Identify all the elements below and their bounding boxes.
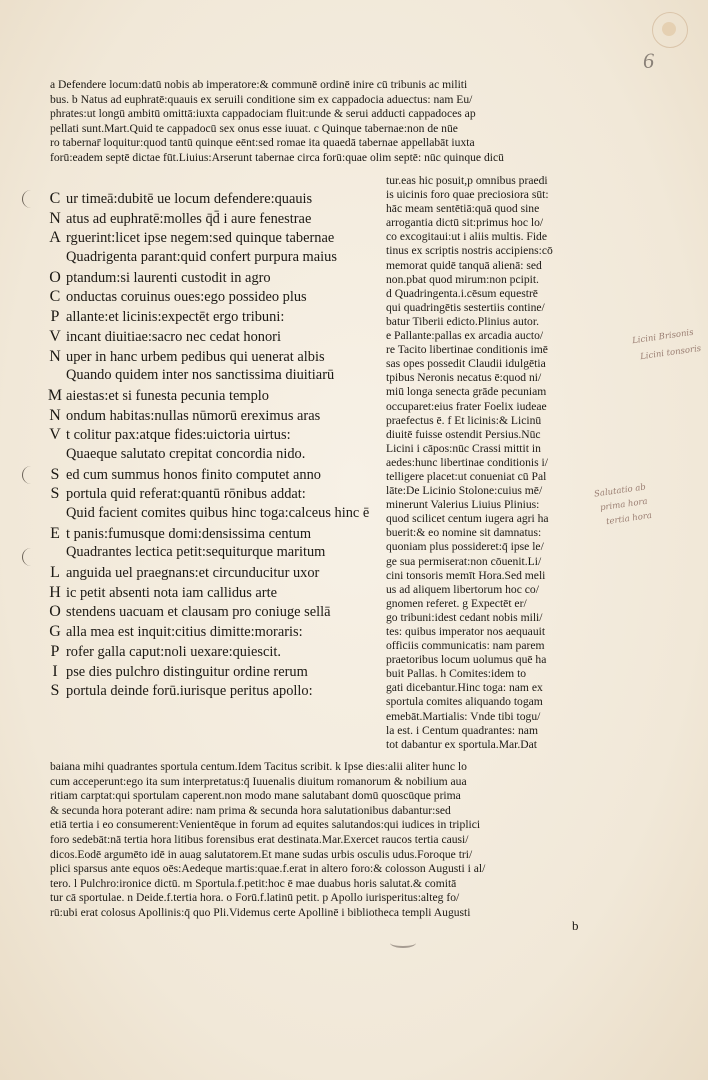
verse-initial: V bbox=[49, 327, 61, 345]
commentary-line: tot dabantur ex sportula.Mar.Dat bbox=[386, 737, 538, 751]
commentary-line: plici sparsus ante equos oēs:Aedeque martis:quae.f.erat in altero foro:& colosson Augusti i al/ bbox=[50, 862, 486, 876]
verse-line bbox=[44, 623, 390, 643]
verse-line bbox=[44, 485, 390, 505]
verse-line bbox=[44, 603, 390, 623]
verse-initial: N bbox=[49, 406, 61, 424]
verse-initial: M bbox=[47, 386, 63, 404]
verse-line bbox=[44, 505, 390, 525]
verse-line bbox=[44, 525, 390, 545]
verse-initial: O bbox=[49, 268, 61, 286]
verse-initial: I bbox=[52, 662, 58, 680]
verse-initial: H bbox=[49, 583, 61, 601]
margin-bracket bbox=[22, 548, 41, 566]
verse-initial: N bbox=[49, 209, 61, 227]
verse-initial: G bbox=[49, 623, 61, 641]
verse-body: ur timeā:dubitē ue locum defendere:quauis bbox=[66, 191, 313, 207]
handwritten-note: tertia hora bbox=[605, 510, 653, 528]
verse-line bbox=[44, 190, 390, 210]
verse-initial: S bbox=[50, 682, 60, 700]
commentary-line: us ad aliquem libertorum hoc co/ bbox=[386, 582, 539, 596]
verse-body: anguida uel praegnans:et circunducitur uxor bbox=[66, 565, 320, 582]
verse-body: pse dies pulchro distinguitur ordine rerum bbox=[66, 663, 308, 680]
commentary-line: pellati sunt.Mart.Quid te cappadocū sex onus esse iuuat. c Quinque tabernae:non de nūe bbox=[50, 121, 458, 135]
folio-number: 6 bbox=[643, 48, 654, 73]
commentary-line: diuitē fuisse ostendit Persius.Nūc bbox=[386, 427, 541, 441]
commentary-line: a Defendere locum:datū nobis ab imperatore:& communē ordinē inire cū tribunis ac militi bbox=[50, 78, 468, 91]
margin-bracket bbox=[22, 466, 41, 484]
commentary-line: ge sua permiserat:non cōuenit.Li/ bbox=[386, 554, 542, 568]
commentary-line: quoniam plus possideret:q̄ ipse le/ bbox=[386, 540, 544, 554]
verse-initial: S bbox=[50, 485, 60, 503]
commentary-line: re Tacito libertinae conditionis imē bbox=[386, 343, 548, 357]
verse-line bbox=[44, 663, 390, 683]
bottom-commentary bbox=[50, 760, 596, 921]
commentary-line: ritiam carptat:qui sportulam caperent.non modo mane salutabant domū quoscūque prima bbox=[50, 789, 461, 803]
verse-line bbox=[44, 426, 390, 446]
verse-body: allante:et licinis:expectēt ergo tribuni: bbox=[66, 309, 285, 326]
commentary-line: etiā tertia i eo consumerent:Venientēque in forum ad equites salutandos:qui iudices in triplici bbox=[50, 818, 481, 832]
verse-initial: S bbox=[50, 465, 60, 483]
verse-body: aiestas:et si funesta pecunia templo bbox=[66, 387, 270, 404]
commentary-line: baiana mihi quadrantes sportula centum.Idem Tacitus scribit. k Ipse dies:alii aliter hunc lo bbox=[50, 760, 467, 773]
verse-body: stendens uacuam et clausam pro coniuge sellā bbox=[66, 604, 331, 621]
commentary-line: tes: quibus imperator nos aequauit bbox=[386, 625, 546, 638]
commentary-line: officiis communicatis: nam parem bbox=[386, 639, 545, 653]
commentary-line: lāte:De Licinio Stolone:cuius mē/ bbox=[386, 484, 543, 498]
commentary-line: forū:eadem septē dictae fūt.Liuius:Arserunt tabernae circa forū:quae olim septē: nūc quinque dicū bbox=[50, 150, 504, 164]
commentary-line: & secunda hora poterant adire: nam prima & secunda hora salutationibus dabantur:sed bbox=[50, 803, 451, 817]
commentary-line: buit Pallas. h Comites:idem to bbox=[386, 667, 527, 681]
commentary-line: cum acceperunt:ego ita sum interpretatus:q̄ Iuuenalis diuitum romanorum & nobilium aua bbox=[50, 774, 467, 788]
verse-body: ondum habitas:nullas nūmorū ereximus aras bbox=[66, 407, 321, 424]
verse-line bbox=[44, 229, 390, 249]
verse-initial: O bbox=[49, 603, 61, 621]
verse-initial: E bbox=[50, 524, 60, 542]
commentary-line: arrogantia dictū sit:primus hoc lo/ bbox=[386, 216, 544, 230]
verse-body: atus ad euphratē:molles q̄d̄ i aure fenestrae bbox=[66, 210, 312, 227]
verse-body: rofer galla caput:noli uexare:quiescit. bbox=[66, 643, 281, 660]
commentary-line: praefectus ē. f Et licinis:& Licinū bbox=[386, 413, 542, 427]
handwritten-note: Salutatio ab bbox=[593, 482, 647, 500]
signature-mark: b bbox=[572, 918, 579, 933]
verse-line bbox=[44, 584, 390, 604]
commentary-line: hāc meam sentētiā:quā quod sine bbox=[386, 202, 540, 216]
verse-body: Quadrigenta parant:quid confert purpura maius bbox=[66, 249, 337, 266]
verse-initial: P bbox=[50, 642, 60, 660]
verse-body: Quaeque salutato crepitat concordia nido. bbox=[66, 445, 306, 462]
verse-line bbox=[44, 288, 390, 308]
verse-body: onductas coruinus oues:ego possideo plus bbox=[66, 289, 307, 306]
verse-body: portula quid referat:quantū rōnibus addat: bbox=[66, 486, 306, 503]
commentary-line: cini tonsoris memīt Hora.Sed meli bbox=[386, 568, 546, 582]
commentary-line: qui quadringētis sestertiis contine/ bbox=[386, 300, 545, 314]
commentary-line: Licini i cāpos:nūc Crassi mittit in bbox=[386, 441, 541, 455]
verse-body: Quando quidem inter nos sanctissima diuitiarū bbox=[66, 367, 335, 384]
commentary-line: co excogitaui:ut i aliis multis. Fide bbox=[386, 230, 548, 244]
verse-line bbox=[44, 682, 390, 702]
verse-body: uper in hanc urbem pedibus qui uenerat albis bbox=[66, 348, 325, 365]
verse-line bbox=[44, 446, 390, 466]
verse-body: t colitur pax:atque fides:uictoria uirtus: bbox=[66, 427, 291, 444]
commentary-line: bus. b Natus ad euphratē:quauis ex seruili conditione sim ex cappadocia aduectus: nam Eu/ bbox=[50, 92, 473, 106]
verse-body: portula deinde forū.iurisque peritus apollo: bbox=[66, 683, 313, 700]
commentary-line: miū longa senecta grāde pecuniam bbox=[386, 385, 547, 399]
commentary-line: la est. i Centum quadrantes: nam bbox=[386, 723, 538, 737]
verse-line bbox=[44, 466, 390, 486]
verse-line bbox=[44, 308, 390, 328]
verse-line bbox=[44, 328, 390, 348]
commentary-line: sas opes possedit Claudii idulgētia bbox=[386, 357, 546, 371]
verse-body: ic petit absenti nota iam callidus arte bbox=[66, 584, 277, 601]
top-commentary bbox=[50, 78, 596, 166]
commentary-line: tpibus Neronis necatus ē:quod ni/ bbox=[386, 371, 542, 385]
side-commentary bbox=[386, 174, 596, 752]
verse-body: alla mea est inquit:citius dimitte:moraris: bbox=[66, 624, 303, 641]
margin-bracket bbox=[22, 190, 41, 208]
verse-body: ed cum summus honos finito computet anno bbox=[66, 466, 322, 483]
commentary-line: d Quadringenta.i.cēsum equestrē bbox=[386, 286, 538, 300]
commentary-line: buerit:& eo nomine sit damnatus: bbox=[386, 526, 542, 540]
commentary-line: e Pallante:pallas ex arcadia aucto/ bbox=[386, 329, 544, 343]
commentary-line: foro sedebāt:nā tertia hora litibus forensibus erat destinata.Mar.Exercet raucos tertia causi/ bbox=[50, 832, 469, 846]
commentary-line: minerunt Valerius Liuius Plinius: bbox=[386, 498, 540, 512]
commentary-line: go tribuni:idest cedant nobis mili/ bbox=[386, 610, 543, 624]
handwritten-note: Licini Brisonis bbox=[631, 327, 695, 347]
verse-line bbox=[44, 269, 390, 289]
verse-initial: P bbox=[50, 308, 60, 326]
commentary-line: batur Tiberii edicto.Plinius autor. bbox=[386, 314, 539, 328]
verse-body: incant diuitiae:sacro nec cedat honori bbox=[66, 328, 281, 345]
verse-body: Quid facient comites quibus hinc toga:calceus hinc ē bbox=[66, 505, 370, 521]
commentary-line: gati dicebantur.Hinc toga: nam ex bbox=[386, 681, 543, 695]
commentary-line: ro tabernar̄ loquitur:quod tantū quinque eēnt:sed romae ita quaedā tabernae appellabāt iuxta bbox=[50, 136, 475, 150]
verse-initial: L bbox=[50, 564, 60, 582]
commentary-line: praetoribus locum uolumus quē ha bbox=[386, 653, 547, 667]
verse-line bbox=[44, 407, 390, 427]
verse-body: Quadrantes lectica petit:sequiturque maritum bbox=[66, 544, 326, 561]
commentary-line: tur cā sportulae. n Deide.f.tertia hora. o Forū.f.latinū petit. p Apollo iurisperitus:alteg fo/ bbox=[50, 891, 460, 905]
commentary-line: is uicinis foro quae preciosiora sūt: bbox=[386, 188, 549, 202]
verse-line bbox=[44, 210, 390, 230]
verse-initial: V bbox=[49, 426, 61, 444]
commentary-line: emebāt.Martialis: Vnde tibi togu/ bbox=[386, 709, 541, 723]
commentary-line: quod scilicet centum iugera agri ha bbox=[386, 512, 549, 526]
handwritten-note: Licini tonsoris bbox=[639, 343, 702, 363]
verse-line bbox=[44, 387, 390, 407]
verse-line bbox=[44, 249, 390, 269]
verse-text bbox=[44, 190, 390, 702]
verse-line bbox=[44, 643, 390, 663]
verse-line bbox=[44, 367, 390, 387]
verse-initial: C bbox=[49, 288, 61, 306]
verse-initial: N bbox=[49, 347, 61, 365]
commentary-line: rū:ubi erat colosus Apollinis:q̄ quo Pli.Videmus certe Apollinē i bibliotheca templi Augusti bbox=[50, 905, 471, 919]
library-stamp bbox=[652, 12, 688, 48]
verse-line bbox=[44, 544, 390, 564]
verse-initial: A bbox=[49, 229, 61, 247]
verse-initial: C bbox=[49, 190, 61, 207]
commentary-line: sportula comites aliquando togam bbox=[386, 695, 543, 709]
commentary-line: tur.eas hic posuit,p omnibus praedi bbox=[386, 174, 548, 187]
verse-body: rguerint:licet ipse negem:sed quinque tabernae bbox=[66, 230, 335, 247]
verse-line bbox=[44, 564, 390, 584]
commentary-line: dicos.Eodē argumēto idē in auag salutatorem.Et mane sudas urbis osculis udus.Foroque tri/ bbox=[50, 847, 473, 861]
commentary-line: memorat quidē tanquā alienā: sed bbox=[386, 258, 542, 272]
verse-body: t panis:fumusque domi:densissima centum bbox=[66, 525, 312, 542]
commentary-line: gnomen referet. g Expectēt er/ bbox=[386, 596, 527, 610]
verse-line bbox=[44, 348, 390, 368]
commentary-line: occuparet:eius frater Foelix iudeae bbox=[386, 399, 547, 413]
commentary-line: phrates:ut longū ambitū omittā:iuxta cappadociam fluit:unde & serui adducti cappadoces ap bbox=[50, 107, 476, 121]
printer-flourish bbox=[390, 938, 416, 948]
commentary-line: tero. l Pulchro:ironice dictū. m Sportula.f.petit:hoc ē mae duabus horis salutat.& comitā bbox=[50, 876, 457, 890]
handwritten-note: prima hora bbox=[599, 496, 649, 514]
commentary-line: non.pbat quod mirum:non pcipit. bbox=[386, 272, 539, 286]
commentary-line: aedes:hunc libertinae conditionis i/ bbox=[386, 455, 548, 469]
commentary-line: telligere placet:ut conueniat cū Pal bbox=[386, 469, 547, 483]
commentary-line: tinus ex scriptis nostris accipiens:cō bbox=[386, 244, 553, 258]
verse-body: ptandum:si laurenti custodit in agro bbox=[66, 269, 271, 286]
